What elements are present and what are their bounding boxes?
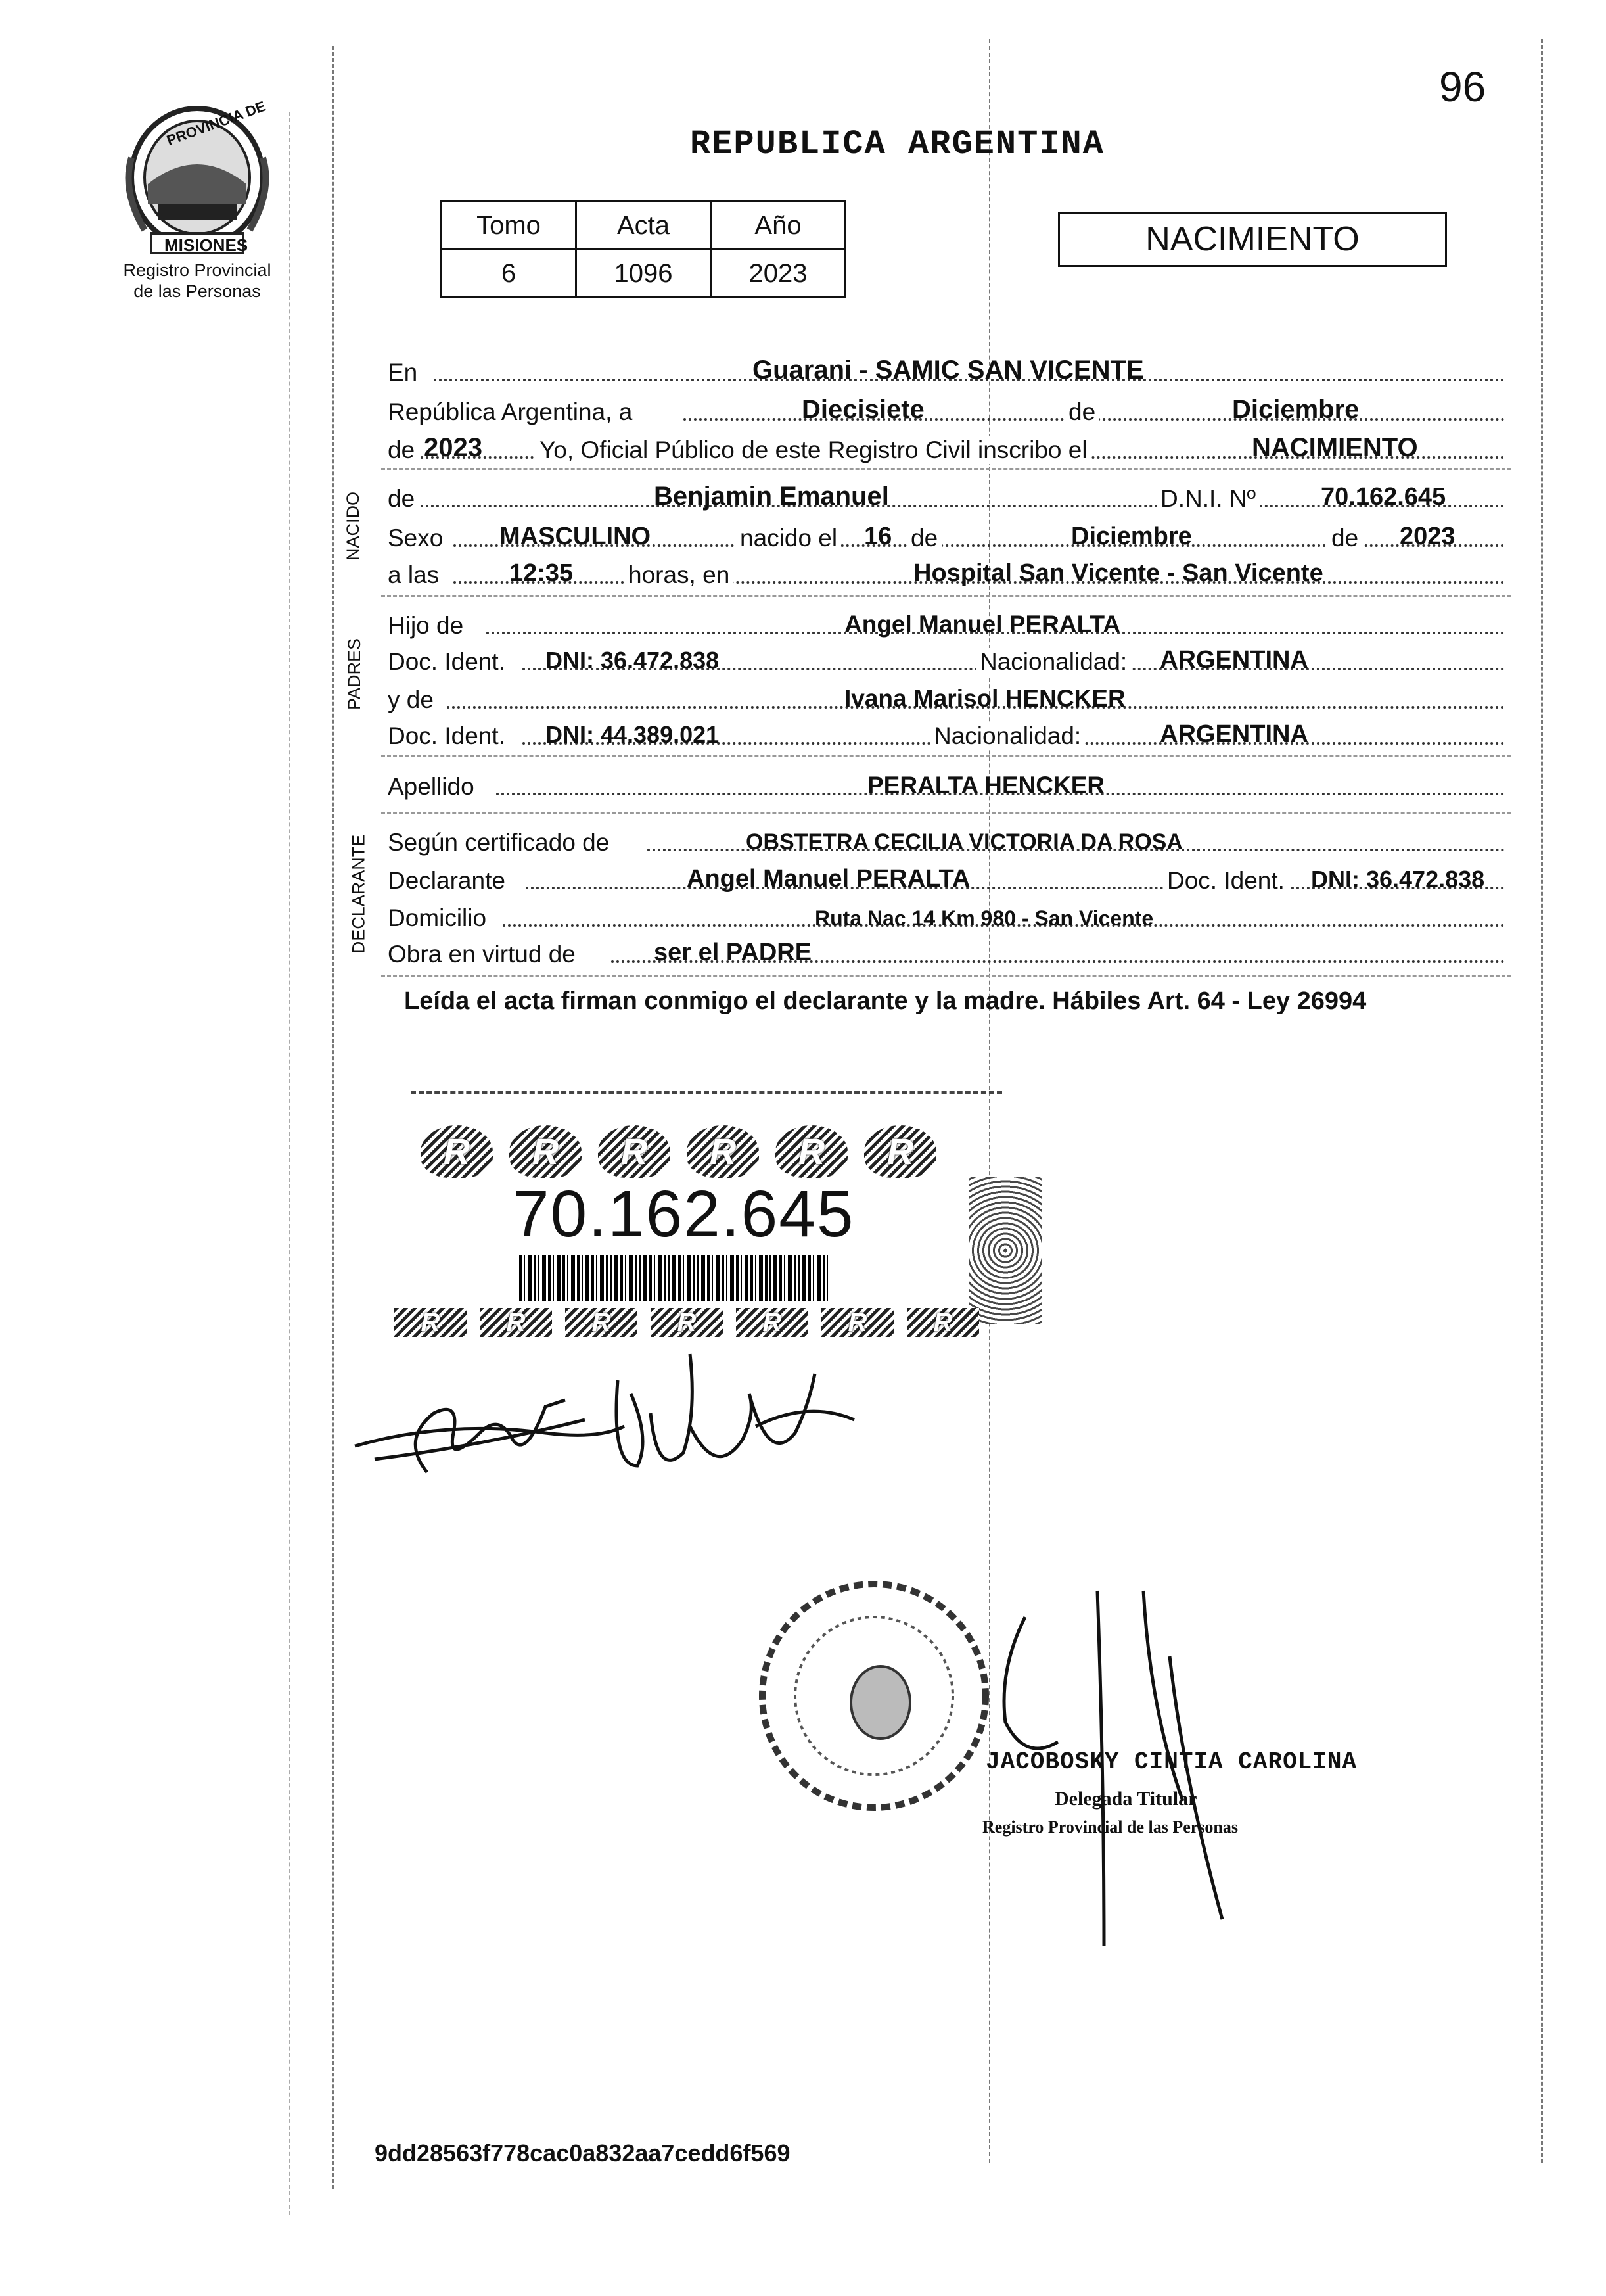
- label-republica: República Argentina, a: [388, 398, 633, 425]
- value-dni-padre: DNI: 36.472.838: [545, 647, 720, 674]
- value-domicilio: Ruta Nac 14 Km 980 - San Vicente: [815, 906, 1154, 930]
- sticker-r-mark: R: [907, 1308, 979, 1337]
- label-doc-ident-declarante: Doc. Ident.: [1163, 867, 1289, 895]
- row-obra: [388, 930, 1505, 971]
- sticker-r-mark: R: [394, 1308, 467, 1337]
- label-nacionalidad-madre: Nacionalidad:: [930, 722, 1085, 750]
- label-de-nombre: de: [388, 485, 415, 512]
- record-table: [440, 200, 846, 298]
- side-label-padres: PADRES: [344, 638, 365, 711]
- sticker-r-mark: R: [421, 1125, 493, 1178]
- value-anio-nac: 2023: [1400, 523, 1456, 550]
- country-title: REPUBLICA ARGENTINA: [690, 125, 1105, 164]
- left-margin-line: [332, 46, 334, 2189]
- row-apellido: [388, 762, 1505, 803]
- separator-padres: [381, 595, 1511, 597]
- value-nombre: Benjamin Emanuel: [654, 482, 889, 511]
- table-header-anio: Año: [711, 202, 846, 250]
- label-y-de: y de: [388, 686, 434, 713]
- hologram-pattern: [969, 1177, 1042, 1324]
- sticker-dni-number: 70.162.645: [513, 1177, 855, 1251]
- label-obra: Obra en virtud de: [388, 941, 576, 968]
- official-office: Registro Provincial de las Personas: [982, 1817, 1239, 1837]
- row-anio: [388, 426, 1505, 467]
- label-hijo-de: Hijo de: [388, 612, 464, 639]
- value-dni-declarante: DNI: 36.472.838: [1311, 866, 1485, 893]
- table-value-acta: 1096: [576, 250, 711, 298]
- page-number: 96: [1439, 63, 1486, 110]
- label-sexo: Sexo: [388, 525, 444, 551]
- table-header-tomo: Tomo: [442, 202, 576, 250]
- seal-text-top: PROVINCIA DE: [164, 97, 268, 149]
- sticker-r-mark: R: [687, 1125, 759, 1178]
- sticker-r-mark: R: [821, 1308, 894, 1337]
- label-certificado: Según certificado de: [388, 829, 610, 856]
- value-nacionalidad-madre: ARGENTINA: [1160, 720, 1308, 748]
- row-madre-doc: [388, 712, 1505, 753]
- signatures: [348, 1334, 874, 1505]
- declarant-signature: [355, 1400, 624, 1472]
- official-name: JACOBOSKY CINTIA CAROLINA: [986, 1748, 1358, 1775]
- sticker-r-mark: R: [775, 1125, 848, 1178]
- official-role: Delegada Titular: [1055, 1788, 1197, 1810]
- text-oficial: Yo, Oficial Público de este Registro Civil inscribo el: [536, 436, 1091, 464]
- row-padre: [388, 601, 1505, 642]
- label-declarante: Declarante: [388, 867, 505, 894]
- value-mes: Diciembre: [1071, 523, 1192, 550]
- registry-caption: [105, 260, 289, 302]
- label-doc-ident-madre: Doc. Ident.: [388, 722, 505, 749]
- value-dni: 70.162.645: [1321, 483, 1446, 511]
- label-de-mes-nac: de: [907, 525, 942, 552]
- label-horas-en: horas, en: [624, 561, 733, 589]
- separator-apellido: [381, 755, 1511, 757]
- separator-end: [381, 975, 1511, 977]
- document-hash: 9dd28563f778cac0a832aa7cedd6f569: [375, 2140, 791, 2167]
- value-sexo: MASCULINO: [499, 523, 651, 550]
- label-domicilio: Domicilio: [388, 904, 487, 931]
- row-madre: [388, 676, 1505, 716]
- row-padre-doc: [388, 638, 1505, 678]
- label-nacido-el: nacido el: [736, 525, 841, 552]
- left-guide-line: [289, 112, 290, 2215]
- value-tipo-acta: NACIMIENTO: [1252, 433, 1418, 462]
- value-mes-letras: Diciembre: [1232, 395, 1360, 424]
- row-republica: [388, 388, 1505, 429]
- sticker-top-edge: [411, 1091, 1002, 1094]
- row-hora: [388, 551, 1505, 592]
- value-en: Guarani - SAMIC SAN VICENTE: [752, 356, 1144, 385]
- label-dni: D.N.I. Nº: [1157, 485, 1260, 513]
- row-sexo: [388, 514, 1505, 555]
- value-hora: 12:35: [509, 559, 574, 587]
- value-anio: 2023: [424, 433, 482, 462]
- label-de-mes: de: [1065, 398, 1099, 426]
- separator-declarante: [381, 812, 1511, 814]
- value-nacionalidad-padre: ARGENTINA: [1160, 646, 1308, 674]
- value-dia-letras: Diecisiete: [802, 395, 925, 424]
- side-label-nacido: NACIDO: [343, 491, 363, 561]
- sticker-r-mark: R: [480, 1308, 552, 1337]
- sticker-r-mark: R: [651, 1308, 723, 1337]
- closing-text: Leída el acta firman conmigo el declarante y la madre. Hábiles Art. 64 - Ley 26994: [404, 987, 1367, 1015]
- value-declarante: Angel Manuel PERALTA: [687, 865, 971, 893]
- registry-line1: Registro Provincial: [123, 260, 271, 280]
- sticker-r-mark: R: [864, 1125, 936, 1178]
- value-obra: ser el PADRE: [654, 939, 812, 966]
- value-padre: Angel Manuel PERALTA: [844, 611, 1121, 638]
- row-certificado: [388, 818, 1505, 859]
- value-apellido: PERALTA HENCKER: [867, 772, 1105, 799]
- table-value-tomo: 6: [442, 250, 576, 298]
- sticker-barcode: [519, 1255, 828, 1301]
- sticker-r-mark: R: [736, 1308, 808, 1337]
- label-a-las: a las: [388, 561, 440, 588]
- sticker-r-mark: R: [565, 1308, 637, 1337]
- label-de-anio-nac: de: [1327, 525, 1362, 552]
- label-de-anio: de: [388, 436, 415, 463]
- mother-signature: [616, 1354, 854, 1466]
- value-madre: Ivana Marisol HENCKER: [844, 685, 1126, 712]
- misiones-seal-logo: [118, 97, 276, 263]
- table-value-anio: 2023: [711, 250, 846, 298]
- row-declarante: [388, 856, 1505, 897]
- value-dni-madre: DNI: 44.389.021: [545, 721, 720, 748]
- seal-text-bottom: MISIONES: [164, 235, 248, 255]
- registry-line2: de las Personas: [133, 281, 261, 301]
- value-lugar: Hospital San Vicente - San Vicente: [913, 559, 1323, 587]
- row-nombre: [388, 475, 1505, 515]
- official-round-stamp: [749, 1571, 999, 1821]
- row-domicilio: [388, 894, 1505, 935]
- table-header-acta: Acta: [576, 202, 711, 250]
- sticker-r-mark: R: [509, 1125, 582, 1178]
- act-type-box: NACIMIENTO: [1058, 212, 1447, 267]
- label-apellido: Apellido: [388, 773, 474, 800]
- row-en: [388, 348, 1505, 389]
- label-doc-ident-padre: Doc. Ident.: [388, 648, 505, 675]
- separator-nacido: [381, 468, 1511, 470]
- sticker-r-mark: R: [598, 1125, 670, 1178]
- label-en: En: [388, 359, 418, 386]
- value-certificado: OBSTETRA CECILIA VICTORIA DA ROSA: [746, 830, 1183, 855]
- label-nacionalidad-padre: Nacionalidad:: [976, 648, 1131, 676]
- value-dia: 16: [864, 523, 892, 550]
- side-label-declarante: DECLARANTE: [348, 834, 369, 954]
- right-margin-line: [1541, 39, 1543, 2163]
